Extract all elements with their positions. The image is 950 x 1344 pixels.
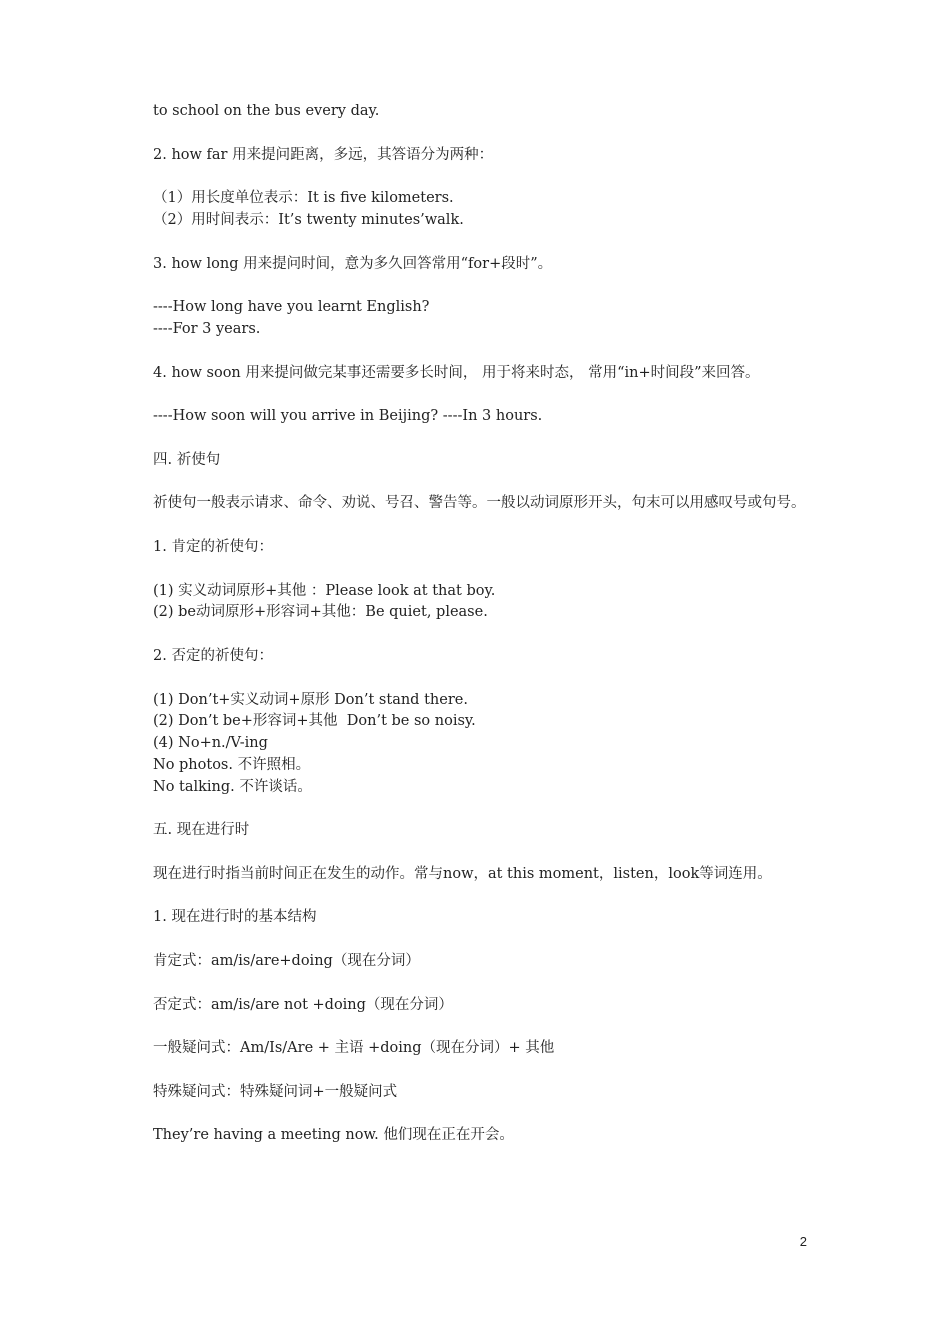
text-line: 2. 否定的祈使句： [153, 647, 273, 664]
text-line: 3. how long 用来提问时间，意为多久回答常用“for+段时”。 [153, 255, 553, 272]
text-line: 特殊疑问式：特殊疑问词+一般疑问式 [153, 1083, 398, 1100]
text-line: （1）用长度单位表示：It is five kilometers. [153, 190, 454, 207]
text-line: 否定式：am/is/are not +doing（现在分词） [153, 996, 453, 1013]
text-line: ----How soon will you arrive in Beijing? ----In 3 hours. [153, 408, 543, 425]
text-line: 五. 现在进行时 [153, 822, 250, 839]
text-line: （2）用时间表示：It’s twenty minutes’walk. [153, 211, 464, 228]
paragraph-gap [153, 472, 818, 494]
text-line: ----How long have you learnt English? [153, 299, 430, 316]
paragraph-gap [153, 842, 818, 864]
text-line: 四. 祈使句 [153, 451, 221, 468]
paragraph-gap [153, 341, 818, 363]
text-line: (1) Don’t+实义动词+原形 Don’t stand there. [153, 691, 468, 708]
paragraph-gap [153, 799, 818, 821]
text-line: 肯定式：am/is/are+doing（现在分词） [153, 953, 420, 970]
paragraph-gap [153, 515, 818, 537]
text-line: They’re having a meeting now. 他们现在正在开会。 [153, 1127, 514, 1144]
text-line: 一般疑问式：Am/Is/Are + 主语 +doing（现在分词）+ 其他 [153, 1040, 555, 1057]
text-line: 4. how soon 用来提问做完某事还需要多长时间， 用于将来时态， 常用“in+时间段”来回答。 [153, 364, 760, 381]
page-number: 2 [799, 1234, 807, 1249]
paragraph-gap [153, 624, 818, 646]
text-line: ----For 3 years. [153, 320, 261, 337]
text-line: 2. how far 用来提问距离，多远，其答语分为两种： [153, 146, 494, 163]
paragraph-gap [153, 929, 818, 951]
text-line: (2) be动词原形+形容词+其他：Be quiet, please. [153, 604, 488, 621]
paragraph-gap [153, 1016, 818, 1038]
text-line: (2) Don’t be+形容词+其他 Don’t be so noisy. [153, 713, 476, 730]
paragraph-gap [153, 973, 818, 995]
paragraph-gap [153, 668, 818, 690]
text-line: No talking. 不许谈话。 [153, 778, 312, 795]
page-body [153, 101, 818, 1147]
text-line: 1. 肯定的祈使句： [153, 538, 273, 555]
text-line: No photos. 不许照相。 [153, 756, 311, 773]
text-line: 祈使句一般表示请求、命令、劝说、号召、警告等。一般以动词原形开头，句末可以用感叹号或句号。 [153, 495, 806, 512]
paragraph-gap [153, 559, 818, 581]
paragraph-gap [153, 1104, 818, 1126]
paragraph-gap [153, 1060, 818, 1082]
paragraph-gap [153, 428, 818, 450]
text-line: (1) 实义动词原形+其他 ：Please look at that boy. [153, 582, 496, 599]
paragraph-gap [153, 123, 818, 145]
paragraph-gap [153, 384, 818, 406]
text-line: to school on the bus every day. [153, 103, 380, 119]
text-line: 1. 现在进行时的基本结构 [153, 909, 317, 926]
paragraph-gap [153, 886, 818, 908]
text-line: (4) No+n./V-ing [153, 735, 268, 752]
paragraph-gap [153, 166, 818, 188]
paragraph-gap [153, 232, 818, 254]
paragraph-gap [153, 275, 818, 297]
text-line: 现在进行时指当前时间正在发生的动作。常与now，at this moment，listen，look等词连用。 [153, 865, 772, 882]
